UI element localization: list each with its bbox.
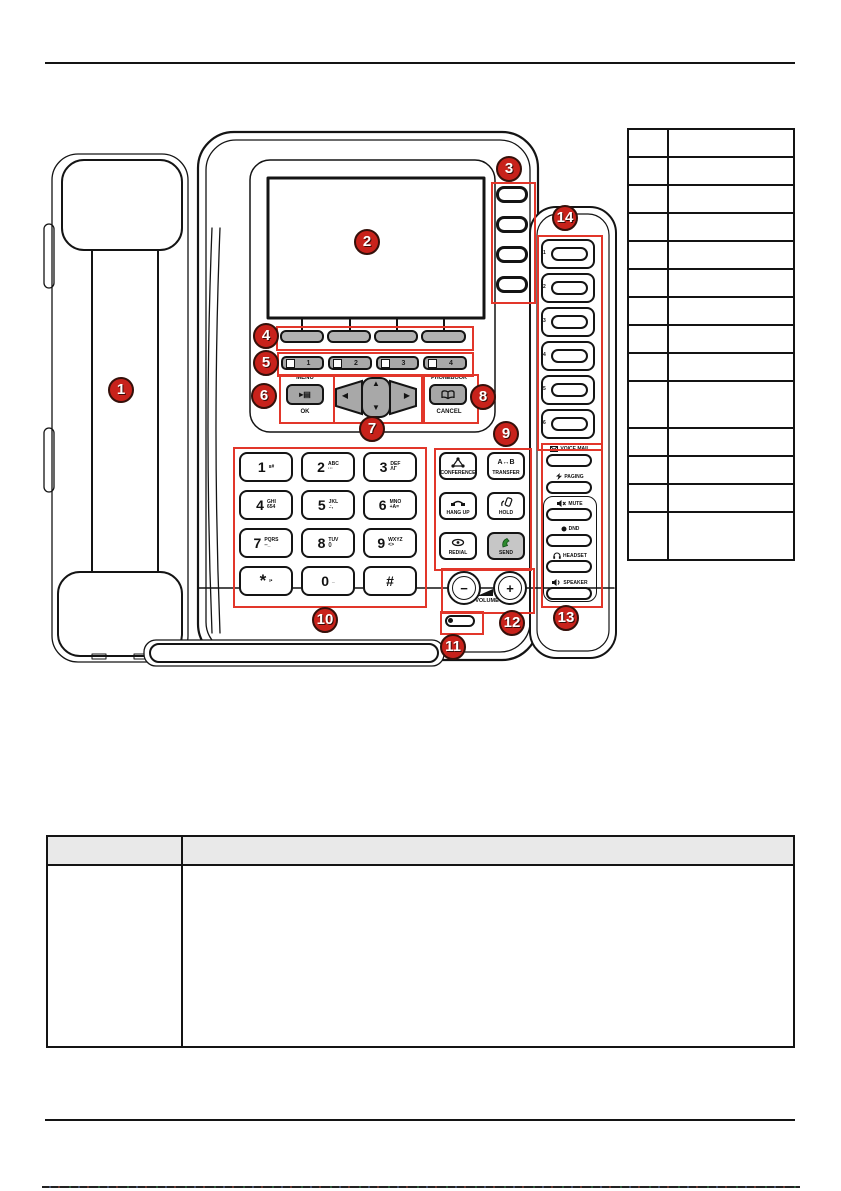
conference-label: CONFERENCE [440, 470, 476, 476]
table-row [629, 214, 793, 242]
key-letters: PQRS [264, 537, 279, 543]
base-plate [150, 644, 438, 662]
led-annotation-frame [440, 611, 484, 635]
line-key-label: 1 [306, 359, 311, 367]
callout-4: 4 [253, 323, 279, 349]
side-key-6-number: 6 [543, 420, 546, 426]
key-digit: 0 [321, 573, 329, 589]
side-key-2-number: 2 [543, 284, 546, 290]
key-symbols: --_ [264, 542, 271, 548]
speaker-label: SPEAKER [563, 579, 588, 586]
callout-8: 8 [470, 384, 496, 410]
key-digit: 4 [256, 497, 264, 513]
table-row [629, 485, 793, 513]
key-digit: 3 [379, 459, 388, 475]
phonebook-label: PHONEBOOK [430, 375, 468, 381]
menu-key-annotation-frame [279, 374, 335, 424]
table-row [629, 270, 793, 298]
callout-3: 3 [496, 156, 522, 182]
key-letters: ABC [327, 461, 339, 467]
nav-down-icon: ▼ [372, 403, 380, 412]
callout-10: 10 [312, 607, 338, 633]
key-letters: TUV [328, 537, 339, 543]
footer-rule [45, 1119, 795, 1121]
redial-label: REDIAL [448, 550, 468, 556]
key-digit: 1 [257, 459, 266, 475]
key-symbols: +A= [389, 504, 400, 510]
paging-label: PAGING [564, 473, 584, 480]
headset-label: HEADSET [563, 552, 587, 559]
key-digit: * [259, 571, 267, 590]
table-row [629, 130, 793, 158]
key-digit: 8 [317, 535, 326, 551]
legend-table [627, 128, 795, 561]
ok-label: OK [300, 409, 310, 415]
voicemail-label: VOICE MAIL [560, 446, 590, 452]
table-row [629, 513, 793, 559]
callout-14: 14 [552, 205, 578, 231]
callout-6: 6 [251, 383, 277, 409]
header-rule [45, 62, 795, 64]
menu-icon: ▸▤ [299, 390, 311, 399]
callout-12: 12 [499, 610, 525, 636]
nav-up-icon: ▲ [372, 379, 380, 388]
volume-annotation-frame [441, 568, 535, 614]
nav-left-icon: ◀ [341, 391, 349, 400]
table-row [48, 866, 793, 1047]
cancel-label: CANCEL [436, 409, 462, 415]
menu-label: MENU [296, 375, 314, 381]
table-header-cell [183, 837, 793, 864]
scan-edge-artifact [42, 1186, 800, 1188]
mute-label: MUTE [568, 500, 583, 507]
hold-label: HOLD [498, 510, 514, 516]
side-key-3-number: 3 [543, 318, 546, 324]
side-keys-annotation-frame [537, 235, 603, 451]
callout-13: 13 [553, 605, 579, 631]
key-symbols: () [328, 542, 332, 548]
key-letters: GHI [266, 499, 276, 505]
key-symbols: ··· [327, 466, 333, 472]
callout-2: 2 [354, 229, 380, 255]
table-header-cell [48, 837, 183, 864]
nav-right-icon: ▶ [403, 391, 411, 400]
handset-earpiece [62, 160, 182, 250]
keypad-annotation-frame [233, 447, 427, 608]
table-cell [183, 866, 793, 1047]
description-table [46, 835, 795, 1048]
callout-9: 9 [493, 421, 519, 447]
screen-side-keys-annotation-frame [491, 182, 536, 304]
softkeys-annotation-frame [276, 326, 474, 351]
transfer-icon: A↔B [497, 458, 515, 466]
key-letters: MNO [389, 499, 402, 505]
key-digit: 7 [253, 535, 262, 551]
key-symbols: 654 [266, 504, 276, 510]
key-symbols: <> [388, 542, 395, 548]
table-row [629, 186, 793, 214]
send-label: SEND [499, 550, 513, 556]
handset-body [92, 238, 158, 584]
line-key-label: 3 [401, 359, 406, 367]
key-digit: 6 [378, 497, 387, 513]
dnd-label: DND [568, 526, 580, 532]
key-symbols: _ [332, 577, 335, 584]
key-symbols: .:, [328, 504, 334, 510]
minus-icon: − [452, 576, 476, 600]
key-letters: WXYZ [388, 537, 403, 543]
key-letters: JKL [328, 499, 339, 505]
callout-1: 1 [108, 377, 134, 403]
key-symbols: ı• [269, 577, 273, 584]
key-digit: 9 [377, 535, 386, 551]
side-key-5-number: 5 [543, 386, 546, 392]
table-row [629, 429, 793, 457]
key-symbols: ΛΓ [390, 466, 397, 472]
function-keys-annotation-frame [434, 448, 532, 571]
table-header-row [48, 837, 793, 866]
volume-label: VOLUME [475, 598, 499, 604]
side-key-1-number: 1 [543, 250, 546, 256]
feature-keys-annotation-frame [541, 443, 603, 608]
table-row [629, 382, 793, 429]
callout-5: 5 [253, 350, 279, 376]
table-row [629, 242, 793, 270]
key-digit: 2 [317, 459, 325, 475]
side-key-4-number: 4 [543, 352, 546, 358]
key-digit: 5 [317, 497, 326, 513]
line-key-label: 4 [449, 359, 453, 367]
table-row [629, 354, 793, 382]
line-key-label: 2 [354, 359, 358, 367]
table-row [629, 326, 793, 354]
table-row [629, 158, 793, 186]
key-symbols: ıı# [268, 463, 275, 470]
table-row [629, 298, 793, 326]
transfer-label: TRANSFER [492, 470, 520, 476]
key-digit: # [386, 573, 394, 589]
key-letters: DEF [390, 461, 401, 467]
table-row [629, 457, 793, 485]
plus-icon: + [498, 576, 522, 600]
callout-11: 11 [440, 634, 466, 660]
callout-7: 7 [359, 416, 385, 442]
table-cell [48, 866, 183, 1047]
hangup-label: HANG UP [446, 510, 470, 516]
